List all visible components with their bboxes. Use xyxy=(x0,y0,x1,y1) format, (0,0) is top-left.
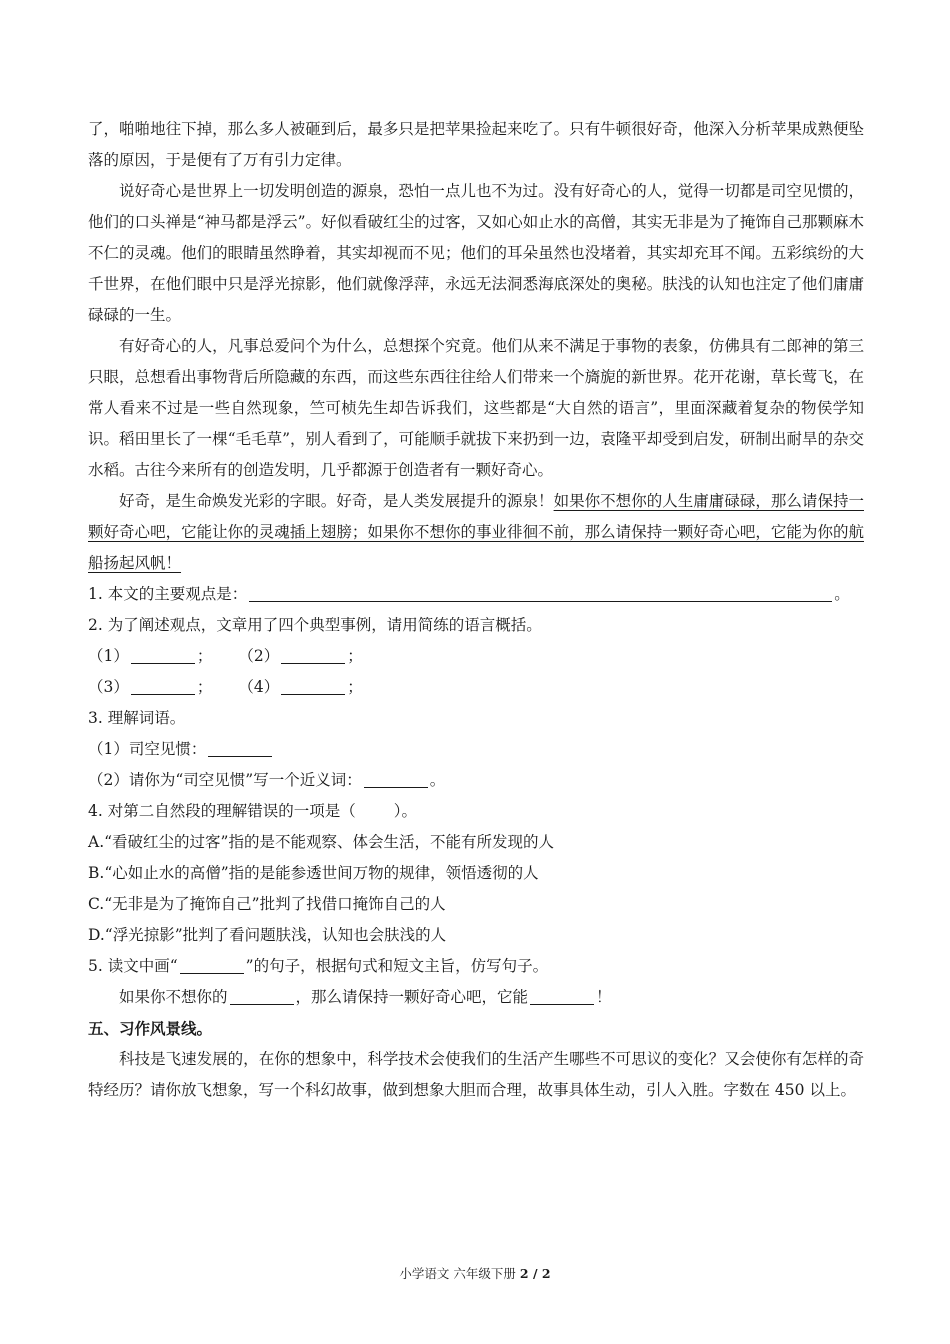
answer-blank-q2-2[interactable] xyxy=(281,643,345,664)
q2-item-2-label: （2） xyxy=(238,647,280,665)
semicolon: ； xyxy=(347,647,363,665)
page-content xyxy=(88,114,864,1106)
page-number: 2 / 2 xyxy=(519,1266,551,1281)
option-d[interactable]: D.“浮光掠影”批判了看问题肤浅，认知也会肤浅的人 xyxy=(88,926,447,944)
question-1-end: 。 xyxy=(834,585,850,603)
semicolon: ； xyxy=(196,678,213,696)
q2-item-3-label: （3） xyxy=(88,678,129,696)
passage-paragraph-0: 了，啪啪地往下掉，那么多人被砸到后，最多只是把苹果捡起来吃了。只有牛顿很好奇，他深入分析苹果成熟便坠落的原因，于是便有了万有引力定律。 xyxy=(88,120,864,169)
passage-paragraph-2: 有好奇心的人，凡事总爱问个为什么，总想探个究竟。他们从来不满足于事物的表象，仿佛具有二郎神的第三只眼，总想看出事物背后所隐藏的东西，而这些东西往往给人们带来一个旖旎的新世界。花开花谢，草长莺飞，在常人看来不过是一些自然现象，竺可桢先生却告诉我们，这些都是“大自然的语言”，里面深藏着复杂的物侯学知识。稻田里长了一棵“毛毛草”，别人看到了，可能顺手就拔下来扔到一边，袁隆平却受到启发，研制出耐旱的杂交水稻。古往今来所有的创造发明，几乎都源于创造者有一颗好奇心。 xyxy=(88,337,864,479)
question-4 xyxy=(88,796,864,827)
answer-blank-q3-1[interactable] xyxy=(208,736,272,757)
q2-item-4-label: （4） xyxy=(238,678,280,696)
q3-2-label: （2）请你为“司空见惯”写一个近义词： xyxy=(88,771,362,789)
question-5 xyxy=(88,951,864,982)
question-1 xyxy=(88,579,864,610)
answer-blank-q3-2[interactable] xyxy=(364,767,428,788)
question-3-part-1 xyxy=(88,734,864,765)
question-3: 3. 理解词语。 xyxy=(88,709,186,727)
q5-template-middle: ，那么请保持一颗好奇心吧，它能 xyxy=(295,988,529,1006)
question-2: 2. 为了阐述观点，文章用了四个典型事例，请用简练的语言概括。 xyxy=(88,616,542,634)
option-c[interactable]: C.“无非是为了掩饰自己”批判了找借口掩饰自己的人 xyxy=(88,895,446,913)
option-a[interactable]: A.“看破红尘的过客”指的是不能观察、体会生活，不能有所发现的人 xyxy=(88,833,554,851)
answer-blank-q2-3[interactable] xyxy=(131,674,195,695)
passage-paragraph-3 xyxy=(88,486,864,579)
q4-label-start: 4. 对第二自然段的理解错误的一项是（ xyxy=(88,802,356,820)
footer-subject: 小学语文 六年级下册 xyxy=(399,1266,516,1281)
answer-blank-q5-2[interactable] xyxy=(530,984,594,1005)
section-5-prompt: 科技是飞速发展的，在你的想象中，科学技术会使我们的生活产生哪些不可思议的变化？又会使你有怎样的奇特经历？请你放飞想象，写一个科幻故事，做到想象大胆而合理，故事具体生动，引人入胜。字数在 450 以上。 xyxy=(88,1050,864,1099)
question-1-label: 1. 本文的主要观点是： xyxy=(88,585,248,603)
question-2-row-1 xyxy=(88,641,864,672)
q5-label-end: ”的句子，根据句式和短文主旨，仿写句子。 xyxy=(245,957,549,975)
underlined-sentence: 如果你不想你的人生庸庸碌碌，那么请保持一颗好奇心吧，它能让你的灵魂插上翅膀；如果你不想你的事业徘徊不前，那么请保持一颗好奇心吧，它能为你的航船扬起风帆！ xyxy=(88,492,864,572)
q5-template-start: 如果你不想你的 xyxy=(119,988,228,1006)
answer-blank-q5-1[interactable] xyxy=(230,984,294,1005)
question-2-row-2 xyxy=(88,672,864,703)
answer-blank-q2-4[interactable] xyxy=(281,674,345,695)
answer-blank-q1[interactable] xyxy=(249,581,832,602)
answer-blank-q2-1[interactable] xyxy=(131,643,195,664)
q4-label-end: ）。 xyxy=(393,802,417,820)
question-5-template xyxy=(88,982,864,1013)
passage-paragraph-1: 说好奇心是世界上一切发明创造的源泉，恐怕一点儿也不为过。没有好奇心的人，觉得一切都是司空见惯的，他们的口头禅是“神马都是浮云”。好似看破红尘的过客，又如心如止水的高僧，其实无非是为了掩饰自己那颗麻木不仁的灵魂。他们的眼睛虽然睁着，其实却视而不见；他们的耳朵虽然也没堵着，其实却充耳不闻。五彩缤纷的大千世界，在他们眼中只是浮光掠影，他们就像浮萍，永远无法洞悉海底深处的奥秘。肤浅的认知也注定了他们庸庸碌碌的一生。 xyxy=(88,182,864,324)
paragraph-3-text: 好奇，是生命焕发光彩的字眼。好奇，是人类发展提升的源泉！ xyxy=(119,492,554,510)
semicolon: ； xyxy=(196,647,213,665)
question-3-part-2 xyxy=(88,765,864,796)
q5-template-end: ！ xyxy=(596,988,612,1006)
q2-item-1-label: （1） xyxy=(88,647,129,665)
underline-sample xyxy=(180,953,244,974)
section-5-title: 五、习作风景线。 xyxy=(88,1019,213,1038)
page-footer xyxy=(0,1264,950,1282)
option-b[interactable]: B.“心如止水的高僧”指的是能参透世间万物的规律，领悟透彻的人 xyxy=(88,864,539,882)
q5-label-start: 5. 读文中画“ xyxy=(88,957,178,975)
q3-1-label: （1）司空见惯： xyxy=(88,740,207,758)
semicolon: ； xyxy=(347,678,363,696)
q3-2-end: 。 xyxy=(429,771,446,789)
